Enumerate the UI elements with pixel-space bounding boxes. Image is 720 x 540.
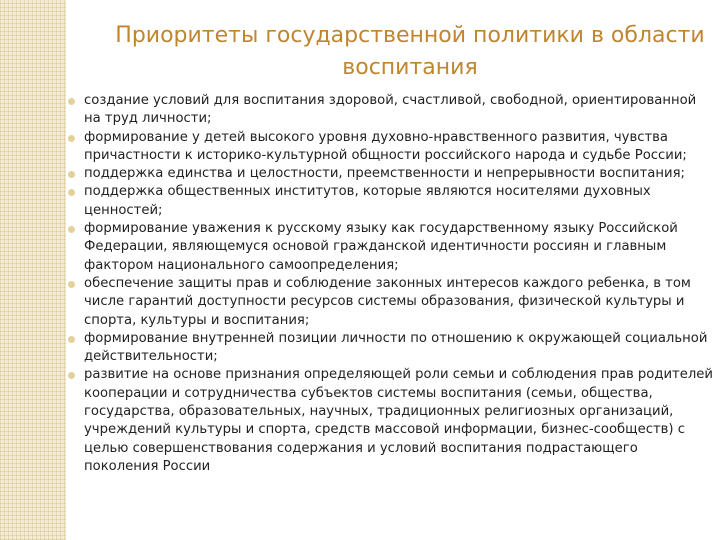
list-item-text: развитие на основе признания определяющей роли семьи и соблюдения прав родителей кооперации и сотрудничества субъектов системы воспитания (семьи, общества, государства, образовательных, научных, традиционных религиозных организаций, учреждений культуры и спорта, средств массовой информации, бизнес-сообществ) с целью совершенствования содержания и условий воспитания подрастающего поколения России — [84, 367, 713, 474]
bullet-icon — [68, 226, 75, 233]
decorative-side-stripe — [0, 0, 66, 540]
list-item — [66, 275, 716, 330]
bullet-icon — [68, 372, 75, 379]
bullet-icon — [68, 336, 75, 343]
bullet-icon — [68, 135, 75, 142]
bullet-icon — [68, 171, 75, 178]
list-item — [66, 366, 716, 476]
list-item — [66, 330, 716, 367]
list-item-text: обеспечение защиты прав и соблюдение законных интересов каждого ребенка, в том числе гарантий доступности ресурсов системы образования, физической культуры и спорта, культуры и воспитания; — [84, 275, 691, 328]
list-item — [66, 165, 716, 183]
list-item-text: поддержка единства и целостности, преемственности и непрерывности воспитания; — [84, 166, 685, 182]
bullet-icon — [68, 281, 75, 288]
list-item-text: поддержка общественных институтов, которые являются носителями духовных ценностей; — [84, 184, 651, 218]
bullet-list — [66, 92, 716, 476]
bullet-icon — [68, 98, 75, 105]
list-item — [66, 129, 716, 166]
list-item-text: формирование внутренней позиции личности по отношению к окружающей социальной действительности; — [84, 330, 708, 365]
bullet-icon — [68, 189, 75, 196]
list-item — [66, 220, 716, 275]
list-item-text: формирование уважения к русскому языку как государственному языку Российской Федерации, являющемуся основой гражданской идентичности россиян и главным фактором национального самоопределения; — [84, 221, 678, 273]
slide-title: Приоритеты государственной политики в области воспитания — [115, 23, 705, 80]
list-item — [66, 183, 716, 220]
list-item-text: создание условий для воспитания здоровой, счастливой, свободной, ориентированной на труд личности; — [84, 93, 697, 127]
list-item — [66, 92, 716, 129]
list-item-text: формирование у детей высокого уровня духовно-нравственного развития, чувства причастности к историко-культурной общности российского народа и судьбе России; — [84, 129, 687, 163]
